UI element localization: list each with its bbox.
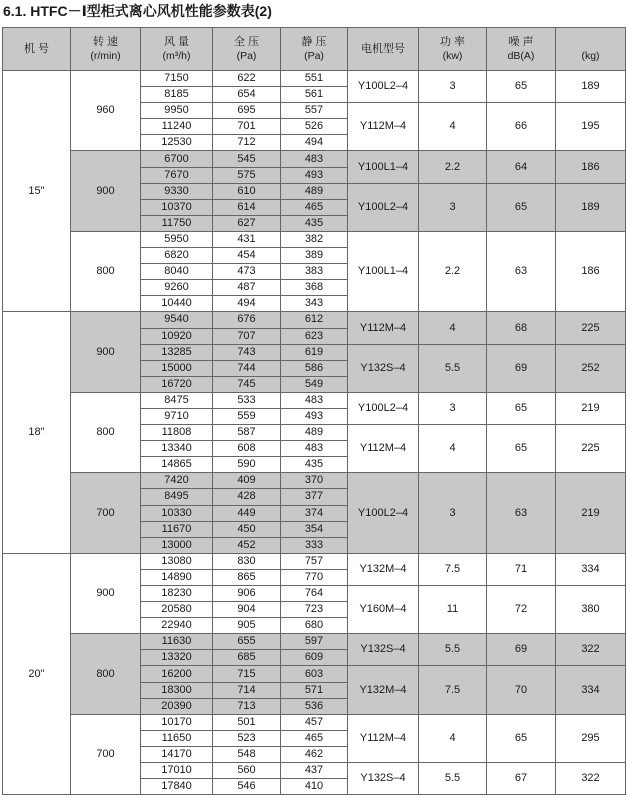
header-label: 风 量 (163, 36, 190, 48)
power-cell: 11 (419, 586, 486, 633)
total-pressure-cell: 428 (213, 489, 280, 504)
airflow-cell: 8040 (141, 264, 212, 279)
static-pressure-cell: 680 (281, 618, 347, 633)
total-pressure-cell: 501 (213, 715, 280, 730)
static-pressure-cell: 435 (281, 457, 347, 472)
power-cell: 2.2 (419, 151, 486, 182)
header-motor-model (348, 28, 418, 70)
airflow-cell: 13340 (141, 441, 212, 456)
header-unit: (Pa) (236, 50, 257, 62)
static-pressure-cell: 483 (281, 393, 347, 408)
static-pressure-cell: 561 (281, 87, 347, 102)
total-pressure-cell: 715 (213, 666, 280, 681)
total-pressure-cell: 655 (213, 634, 280, 649)
static-pressure-cell: 536 (281, 699, 347, 714)
motor-model-cell: Y100L1–4 (348, 232, 418, 311)
noise-cell: 70 (487, 666, 555, 713)
total-pressure-cell: 494 (213, 296, 280, 311)
static-pressure-cell: 333 (281, 538, 347, 553)
power-cell: 7.5 (419, 554, 486, 585)
static-pressure-cell: 489 (281, 184, 347, 199)
power-cell: 7.5 (419, 666, 486, 713)
total-pressure-cell: 695 (213, 103, 280, 118)
weight-cell: 189 (556, 184, 625, 231)
noise-cell: 65 (487, 425, 555, 472)
airflow-cell: 13000 (141, 538, 212, 553)
airflow-cell: 7420 (141, 473, 212, 488)
weight-cell: 334 (556, 666, 625, 713)
airflow-cell: 5950 (141, 232, 212, 247)
static-pressure-cell: 457 (281, 715, 347, 730)
power-cell: 4 (419, 715, 486, 762)
airflow-cell: 16720 (141, 377, 212, 392)
total-pressure-cell: 610 (213, 184, 280, 199)
total-pressure-cell: 743 (213, 345, 280, 360)
static-pressure-cell: 377 (281, 489, 347, 504)
static-pressure-cell: 549 (281, 377, 347, 392)
motor-model-cell: Y112M–4 (348, 715, 418, 762)
motor-model-cell: Y100L2–4 (348, 184, 418, 231)
header-weight (556, 28, 625, 70)
weight-cell: 380 (556, 586, 625, 633)
airflow-cell: 11240 (141, 119, 212, 134)
total-pressure-cell: 548 (213, 747, 280, 762)
static-pressure-cell: 551 (281, 71, 347, 86)
weight-cell: 225 (556, 425, 625, 472)
motor-model-cell: Y112M–4 (348, 312, 418, 343)
static-pressure-cell: 603 (281, 666, 347, 681)
static-pressure-cell: 623 (281, 329, 347, 344)
total-pressure-cell: 676 (213, 312, 280, 327)
airflow-cell: 11670 (141, 522, 212, 537)
static-pressure-cell: 483 (281, 441, 347, 456)
header-unit: (r/min) (90, 50, 121, 62)
airflow-cell: 14170 (141, 747, 212, 762)
speed-cell: 960 (71, 71, 140, 150)
header-airflow (141, 28, 212, 70)
airflow-cell: 8475 (141, 393, 212, 408)
airflow-cell: 20580 (141, 602, 212, 617)
header-speed (71, 28, 140, 70)
total-pressure-cell: 454 (213, 248, 280, 263)
static-pressure-cell: 723 (281, 602, 347, 617)
static-pressure-cell: 382 (281, 232, 347, 247)
machine-number-cell: 15" (3, 71, 70, 311)
motor-model-cell: Y132S–4 (348, 345, 418, 392)
total-pressure-cell: 533 (213, 393, 280, 408)
static-pressure-cell: 374 (281, 506, 347, 521)
total-pressure-cell: 707 (213, 329, 280, 344)
power-cell: 4 (419, 425, 486, 472)
header-label: 机 号 (23, 43, 50, 55)
static-pressure-cell: 597 (281, 634, 347, 649)
static-pressure-cell: 494 (281, 135, 347, 150)
total-pressure-cell: 487 (213, 280, 280, 295)
header-unit: (Pa) (304, 50, 324, 62)
static-pressure-cell: 571 (281, 683, 347, 698)
airflow-cell: 13080 (141, 554, 212, 569)
static-pressure-cell: 483 (281, 151, 347, 166)
static-pressure-cell: 462 (281, 747, 347, 762)
static-pressure-cell: 609 (281, 650, 347, 665)
total-pressure-cell: 409 (213, 473, 280, 488)
static-pressure-cell: 343 (281, 296, 347, 311)
header-label: 转 速 (92, 36, 119, 48)
power-cell: 5.5 (419, 345, 486, 392)
total-pressure-cell: 575 (213, 168, 280, 183)
total-pressure-cell: 905 (213, 618, 280, 633)
motor-model-cell: Y100L2–4 (348, 473, 418, 552)
total-pressure-cell: 545 (213, 151, 280, 166)
header-label: 噪 声 (508, 36, 534, 48)
airflow-cell: 10440 (141, 296, 212, 311)
noise-cell: 65 (487, 184, 555, 231)
power-cell: 3 (419, 393, 486, 424)
speed-cell: 900 (71, 151, 140, 230)
airflow-cell: 22940 (141, 618, 212, 633)
weight-cell: 189 (556, 71, 625, 102)
header-unit: (kw) (442, 50, 463, 62)
motor-model-cell: Y112M–4 (348, 425, 418, 472)
total-pressure-cell: 608 (213, 441, 280, 456)
weight-cell: 219 (556, 473, 625, 552)
speed-cell: 900 (71, 312, 140, 391)
weight-cell: 322 (556, 634, 625, 665)
header-total-pressure (213, 28, 280, 70)
static-pressure-cell: 764 (281, 586, 347, 601)
total-pressure-cell: 523 (213, 731, 280, 746)
total-pressure-cell: 701 (213, 119, 280, 134)
airflow-cell: 20390 (141, 699, 212, 714)
airflow-cell: 9540 (141, 312, 212, 327)
noise-cell: 69 (487, 634, 555, 665)
header-static-pressure (281, 28, 347, 70)
static-pressure-cell: 612 (281, 312, 347, 327)
total-pressure-cell: 712 (213, 135, 280, 150)
total-pressure-cell: 685 (213, 650, 280, 665)
total-pressure-cell: 627 (213, 216, 280, 231)
airflow-cell: 17010 (141, 763, 212, 778)
total-pressure-cell: 431 (213, 232, 280, 247)
total-pressure-cell: 714 (213, 683, 280, 698)
total-pressure-cell: 473 (213, 264, 280, 279)
static-pressure-cell: 437 (281, 763, 347, 778)
airflow-cell: 9260 (141, 280, 212, 295)
total-pressure-cell: 452 (213, 538, 280, 553)
airflow-cell: 7670 (141, 168, 212, 183)
static-pressure-cell: 354 (281, 522, 347, 537)
header-unit: (m³/h) (162, 50, 191, 62)
noise-cell: 68 (487, 312, 555, 343)
airflow-cell: 9950 (141, 103, 212, 118)
airflow-cell: 10330 (141, 506, 212, 521)
noise-cell: 71 (487, 554, 555, 585)
airflow-cell: 13320 (141, 650, 212, 665)
airflow-cell: 6700 (141, 151, 212, 166)
speed-cell: 900 (71, 554, 140, 633)
airflow-cell: 7150 (141, 71, 212, 86)
weight-cell: 322 (556, 763, 625, 794)
header-machine-number (3, 28, 70, 70)
motor-model-cell: Y132M–4 (348, 554, 418, 585)
power-cell: 4 (419, 312, 486, 343)
weight-cell: 186 (556, 232, 625, 311)
airflow-cell: 10920 (141, 329, 212, 344)
airflow-cell: 11808 (141, 425, 212, 440)
header-label: 静 压 (301, 36, 327, 48)
airflow-cell: 9330 (141, 184, 212, 199)
noise-cell: 64 (487, 151, 555, 182)
weight-cell: 295 (556, 715, 625, 762)
static-pressure-cell: 586 (281, 361, 347, 376)
airflow-cell: 8185 (141, 87, 212, 102)
weight-cell: 195 (556, 103, 625, 150)
airflow-cell: 13285 (141, 345, 212, 360)
machine-number-cell: 18" (3, 312, 70, 552)
airflow-cell: 14865 (141, 457, 212, 472)
total-pressure-cell: 449 (213, 506, 280, 521)
header-label: 功 率 (439, 36, 466, 48)
header-label: 电机型号 (361, 43, 405, 55)
static-pressure-cell: 383 (281, 264, 347, 279)
static-pressure-cell: 368 (281, 280, 347, 295)
motor-model-cell: Y132M–4 (348, 666, 418, 713)
noise-cell: 67 (487, 763, 555, 794)
motor-model-cell: Y100L1–4 (348, 151, 418, 182)
static-pressure-cell: 370 (281, 473, 347, 488)
total-pressure-cell: 559 (213, 409, 280, 424)
motor-model-cell: Y100L2–4 (348, 393, 418, 424)
noise-cell: 72 (487, 586, 555, 633)
power-cell: 3 (419, 473, 486, 552)
static-pressure-cell: 557 (281, 103, 347, 118)
total-pressure-cell: 587 (213, 425, 280, 440)
page-title: 6.1. HTFC－Ⅰ型柜式离心风机性能参数表(2) (3, 3, 272, 19)
motor-model-cell: Y132S–4 (348, 763, 418, 794)
total-pressure-cell: 654 (213, 87, 280, 102)
static-pressure-cell: 757 (281, 554, 347, 569)
motor-model-cell: Y160M–4 (348, 586, 418, 633)
static-pressure-cell: 489 (281, 425, 347, 440)
noise-cell: 65 (487, 393, 555, 424)
airflow-cell: 18230 (141, 586, 212, 601)
speed-cell: 700 (71, 473, 140, 552)
airflow-cell: 8495 (141, 489, 212, 504)
header-unit: (kg) (581, 50, 600, 62)
total-pressure-cell: 450 (213, 522, 280, 537)
static-pressure-cell: 389 (281, 248, 347, 263)
power-cell: 5.5 (419, 763, 486, 794)
total-pressure-cell: 745 (213, 377, 280, 392)
static-pressure-cell: 465 (281, 731, 347, 746)
power-cell: 4 (419, 103, 486, 150)
total-pressure-cell: 830 (213, 554, 280, 569)
performance-table (2, 27, 626, 795)
total-pressure-cell: 744 (213, 361, 280, 376)
power-cell: 5.5 (419, 634, 486, 665)
airflow-cell: 17840 (141, 779, 212, 794)
airflow-cell: 15000 (141, 361, 212, 376)
static-pressure-cell: 619 (281, 345, 347, 360)
static-pressure-cell: 435 (281, 216, 347, 231)
airflow-cell: 9710 (141, 409, 212, 424)
airflow-cell: 10170 (141, 715, 212, 730)
noise-cell: 69 (487, 345, 555, 392)
total-pressure-cell: 865 (213, 570, 280, 585)
header-noise (487, 28, 555, 70)
static-pressure-cell: 526 (281, 119, 347, 134)
noise-cell: 65 (487, 71, 555, 102)
power-cell: 2.2 (419, 232, 486, 311)
airflow-cell: 6820 (141, 248, 212, 263)
total-pressure-cell: 614 (213, 200, 280, 215)
airflow-cell: 11750 (141, 216, 212, 231)
header-unit: dB(A) (507, 50, 535, 62)
power-cell: 3 (419, 71, 486, 102)
noise-cell: 65 (487, 715, 555, 762)
motor-model-cell: Y100L2–4 (348, 71, 418, 102)
weight-cell: 334 (556, 554, 625, 585)
weight-cell: 225 (556, 312, 625, 343)
static-pressure-cell: 493 (281, 409, 347, 424)
header-power (419, 28, 486, 70)
total-pressure-cell: 560 (213, 763, 280, 778)
speed-cell: 800 (71, 634, 140, 713)
static-pressure-cell: 410 (281, 779, 347, 794)
airflow-cell: 11650 (141, 731, 212, 746)
airflow-cell: 14890 (141, 570, 212, 585)
airflow-cell: 16200 (141, 666, 212, 681)
speed-cell: 800 (71, 232, 140, 311)
airflow-cell: 10370 (141, 200, 212, 215)
weight-cell: 219 (556, 393, 625, 424)
speed-cell: 800 (71, 393, 140, 472)
total-pressure-cell: 713 (213, 699, 280, 714)
weight-cell: 186 (556, 151, 625, 182)
noise-cell: 63 (487, 473, 555, 552)
static-pressure-cell: 493 (281, 168, 347, 183)
total-pressure-cell: 622 (213, 71, 280, 86)
speed-cell: 700 (71, 715, 140, 794)
airflow-cell: 18300 (141, 683, 212, 698)
noise-cell: 66 (487, 103, 555, 150)
total-pressure-cell: 590 (213, 457, 280, 472)
noise-cell: 63 (487, 232, 555, 311)
airflow-cell: 11630 (141, 634, 212, 649)
power-cell: 3 (419, 184, 486, 231)
static-pressure-cell: 770 (281, 570, 347, 585)
motor-model-cell: Y132S–4 (348, 634, 418, 665)
header-label: 全 压 (233, 36, 260, 48)
motor-model-cell: Y112M–4 (348, 103, 418, 150)
total-pressure-cell: 904 (213, 602, 280, 617)
airflow-cell: 12530 (141, 135, 212, 150)
total-pressure-cell: 906 (213, 586, 280, 601)
total-pressure-cell: 546 (213, 779, 280, 794)
weight-cell: 252 (556, 345, 625, 392)
machine-number-cell: 20" (3, 554, 70, 794)
static-pressure-cell: 465 (281, 200, 347, 215)
